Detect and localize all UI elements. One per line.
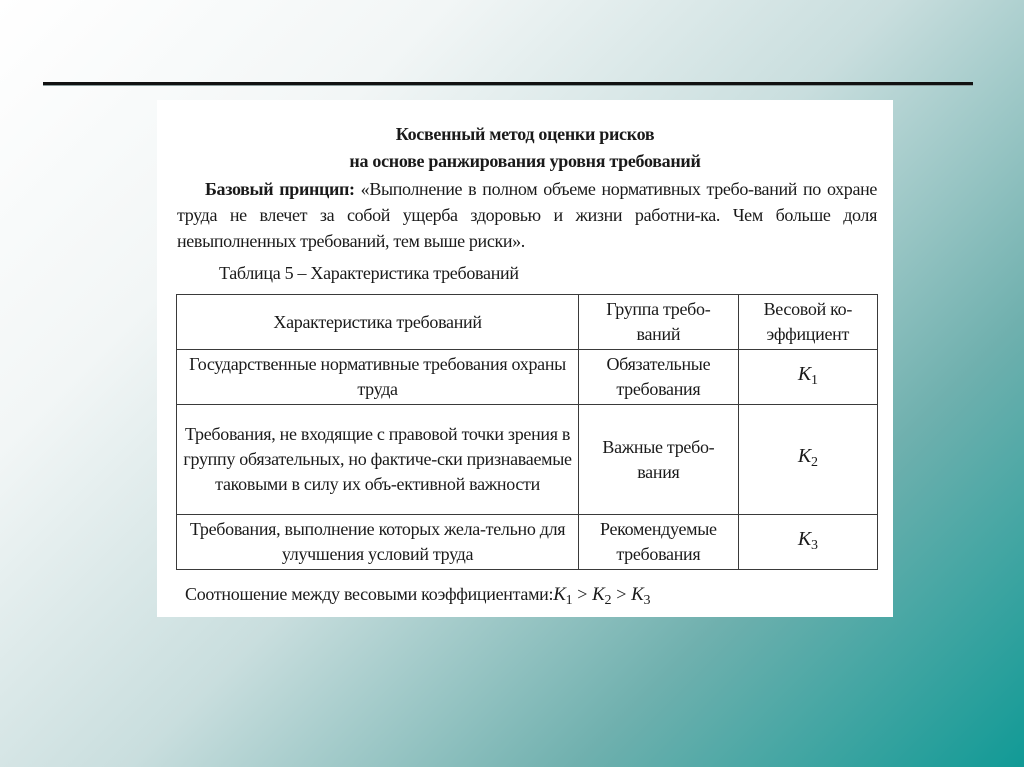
relation-letter: K (592, 584, 605, 605)
relation-index: 3 (643, 593, 651, 608)
cell-group: Рекомендуемые требования (579, 515, 738, 570)
header-coefficient: Весовой ко-эффициент (738, 295, 877, 350)
cell-coefficient (738, 350, 877, 405)
relation-index: 1 (565, 593, 573, 608)
cell-coefficient (738, 405, 877, 515)
heading-line-2: на основе ранжирования уровня требований (349, 151, 701, 171)
coef-index: 2 (810, 455, 818, 470)
greater-than-sign: > (616, 584, 627, 604)
header-characteristic: Характеристика требований (177, 295, 579, 350)
principle-text: «Выполнение в полном объеме нормативных требо-ваний по охране труда не влечет за собой ущерба здоровью и жизни работни-ка. Чем больше доля невыполненных требований, тем выше риски». (177, 179, 878, 251)
coef-letter: K (797, 527, 811, 550)
table-row (177, 405, 878, 515)
principle-paragraph (177, 176, 877, 254)
requirements-table (176, 294, 878, 570)
coef-index: 3 (810, 537, 818, 553)
relation-letter: K (553, 584, 566, 605)
header-group: Группа требо-ваний (579, 295, 738, 350)
principle-label: Базовый принцип: (205, 179, 355, 199)
content-panel (157, 100, 893, 617)
relation-index: 2 (604, 593, 612, 608)
cell-characteristic: Государственные нормативные требования охраны труда (177, 350, 579, 405)
table-row (177, 515, 878, 570)
heading-line-1: Косвенный метод оценки рисков (395, 124, 655, 144)
table-header-row (177, 295, 878, 350)
greater-than-sign: > (577, 584, 588, 604)
cell-group: Важные требо-вания (579, 405, 738, 515)
relation-label: Соотношение между весовыми коэффициентами: (185, 584, 554, 604)
table-row (177, 350, 878, 405)
coef-letter: K (797, 362, 811, 385)
cell-characteristic: Требования, выполнение которых жела-тельно для улучшения условий труда (177, 515, 579, 570)
table-caption: Таблица 5 – Характеристика требований (219, 263, 519, 283)
cell-group: Обязательные требования (579, 350, 738, 405)
coef-index: 1 (810, 372, 818, 388)
title-underline-rule (43, 82, 973, 85)
coefficient-relation (185, 584, 650, 609)
cell-coefficient (738, 515, 877, 570)
coef-letter: K (797, 445, 811, 467)
cell-characteristic: Требования, не входящие с правовой точки зрения в группу обязательных, но фактиче-ски признаваемые таковыми в силу их объ-ективной важности (177, 405, 579, 515)
relation-letter: K (631, 584, 644, 605)
